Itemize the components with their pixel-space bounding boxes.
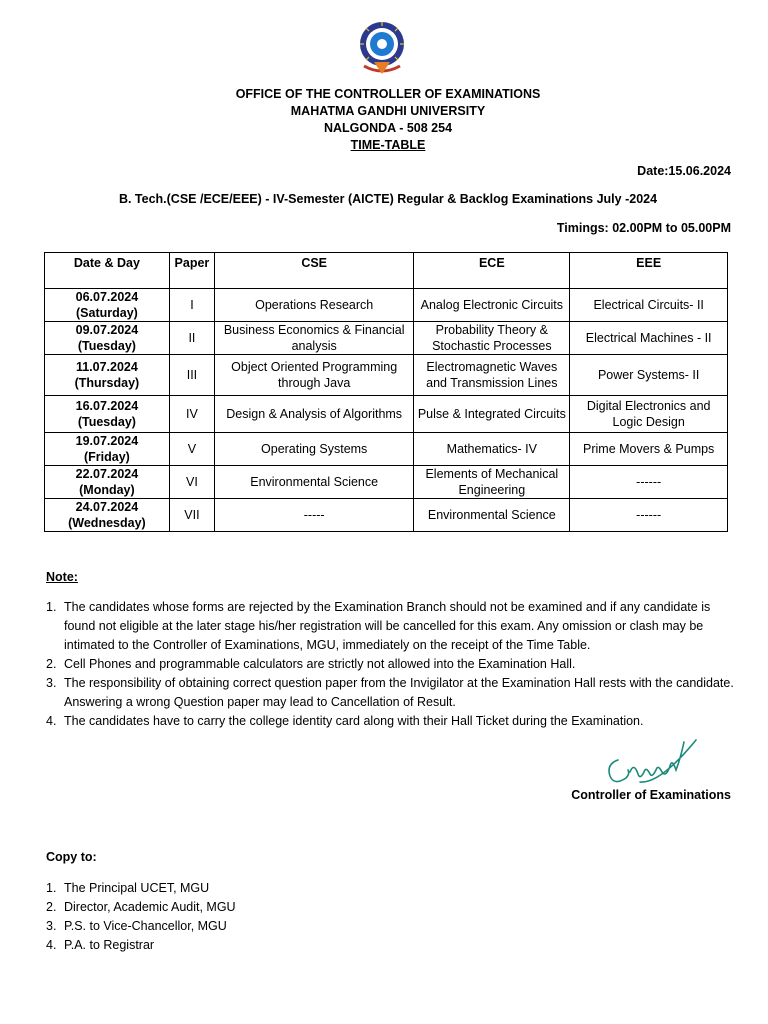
cse-cell: Operations Research — [215, 289, 414, 322]
eee-cell: ------ — [570, 466, 728, 499]
eee-cell: Digital Electronics and Logic Design — [570, 396, 728, 433]
exam-day: (Tuesday) — [77, 415, 136, 429]
timetable — [44, 252, 728, 532]
date-cell — [45, 322, 170, 355]
eee-cell: ------ — [570, 499, 728, 532]
ece-cell: Environmental Science — [414, 499, 570, 532]
eee-cell: Electrical Circuits- II — [570, 289, 728, 322]
exam-day: (Friday) — [83, 450, 130, 464]
cse-cell: ----- — [215, 499, 414, 532]
cse-cell: Environmental Science — [215, 466, 414, 499]
exam-date: 11.07.2024 — [75, 360, 138, 374]
list-number: 3. — [46, 676, 57, 690]
note-text: Cell Phones and programmable calculators are strictly not allowed into the Examination Hall. — [64, 657, 576, 671]
paper-cell: I — [169, 289, 214, 322]
issue-date: Date:15.06.2024 — [637, 164, 731, 178]
document-title: TIME-TABLE — [350, 138, 426, 152]
copy-recipient: P.S. to Vice-Chancellor, MGU — [64, 919, 227, 933]
table-row — [45, 289, 728, 322]
controller-signature — [600, 730, 710, 792]
copy-recipient: Director, Academic Audit, MGU — [64, 900, 236, 914]
note-text: The candidates have to carry the college identity card along with their Hall Ticket during the Examination. — [64, 714, 644, 728]
ece-cell: Analog Electronic Circuits — [414, 289, 570, 322]
eee-cell: Electrical Machines - II — [570, 322, 728, 355]
university-emblem-logo — [354, 18, 410, 78]
exam-date: 19.07.2024 — [75, 434, 139, 448]
university-address: NALGONDA - 508 254 — [323, 121, 453, 135]
date-cell — [45, 433, 170, 466]
col-header-paper: Paper — [169, 253, 214, 289]
ece-cell: Mathematics- IV — [414, 433, 570, 466]
exam-date: 09.07.2024 — [75, 323, 139, 337]
table-row — [45, 322, 728, 355]
col-header-cse: CSE — [215, 253, 414, 289]
exam-timings: Timings: 02.00PM to 05.00PM — [556, 221, 731, 235]
table-row — [45, 466, 728, 499]
exam-day: (Saturday) — [76, 306, 138, 320]
copy-to-heading: Copy to: — [46, 850, 97, 864]
document-header — [0, 86, 768, 154]
exam-date: 22.07.2024 — [75, 467, 139, 481]
col-header-date: Date & Day — [45, 253, 170, 289]
office-name: OFFICE OF THE CONTROLLER OF EXAMINATIONS — [235, 87, 541, 101]
copy-to-list — [46, 879, 236, 955]
note-heading: Note: — [46, 570, 78, 584]
list-item — [46, 674, 736, 712]
cse-cell: Object Oriented Programming through Java — [215, 355, 414, 396]
paper-cell: VII — [169, 499, 214, 532]
timetable-header-row — [45, 253, 728, 289]
table-row — [45, 355, 728, 396]
table-row — [45, 499, 728, 532]
ece-cell: Electromagnetic Waves and Transmission Lines — [414, 355, 570, 396]
ece-cell: Pulse & Integrated Circuits — [414, 396, 570, 433]
exam-day: (Thursday) — [74, 376, 140, 390]
col-header-ece: ECE — [414, 253, 570, 289]
table-row — [45, 433, 728, 466]
list-item — [46, 879, 236, 898]
paper-cell: II — [169, 322, 214, 355]
copy-recipient: The Principal UCET, MGU — [64, 881, 210, 895]
list-item — [46, 936, 236, 955]
list-number: 1. — [46, 600, 57, 614]
exam-day: (Wednesday) — [68, 516, 146, 530]
cse-cell: Business Economics & Financial analysis — [215, 322, 414, 355]
note-text: The candidates whose forms are rejected by the Examination Branch should not be examined and if any candidate is found not eligible at the later stage his/her registration will be cancelled for this exam. Any omission or clash may be intimated to the Controller of Examinations, MGU, immediately on the receipt of the Time Table. — [64, 600, 711, 652]
list-number: 3. — [46, 919, 57, 933]
paper-cell: III — [169, 355, 214, 396]
list-number: 4. — [46, 714, 57, 728]
notes-list — [46, 598, 736, 731]
col-header-eee: EEE — [570, 253, 728, 289]
list-item — [46, 917, 236, 936]
ece-cell: Probability Theory & Stochastic Processes — [414, 322, 570, 355]
list-item — [46, 898, 236, 917]
list-number: 2. — [46, 657, 57, 671]
date-cell — [45, 466, 170, 499]
list-item — [46, 598, 736, 655]
university-name: MAHATMA GANDHI UNIVERSITY — [290, 104, 486, 118]
cse-cell: Design & Analysis of Algorithms — [215, 396, 414, 433]
exam-day: (Monday) — [79, 483, 135, 497]
exam-day: (Tuesday) — [77, 339, 136, 353]
paper-cell: VI — [169, 466, 214, 499]
exam-date: 06.07.2024 — [75, 290, 139, 304]
note-text: The responsibility of obtaining correct question paper from the Invigilator at the Examination Hall rests with the candidate. Answering a wrong Question paper may lead to Cancellation of Result. — [64, 676, 734, 709]
copy-recipient: P.A. to Registrar — [64, 938, 155, 952]
exam-subject-line: B. Tech.(CSE /ECE/EEE) - IV-Semester (AICTE) Regular & Backlog Examinations July -2024 — [118, 192, 658, 206]
paper-cell: V — [169, 433, 214, 466]
controller-title: Controller of Examinations — [571, 788, 731, 802]
table-row — [45, 396, 728, 433]
date-cell — [45, 355, 170, 396]
exam-date: 24.07.2024 — [75, 500, 139, 514]
list-item — [46, 655, 736, 674]
list-number: 2. — [46, 900, 57, 914]
cse-cell: Operating Systems — [215, 433, 414, 466]
ece-cell: Elements of Mechanical Engineering — [414, 466, 570, 499]
date-cell — [45, 289, 170, 322]
eee-cell: Prime Movers & Pumps — [570, 433, 728, 466]
date-cell — [45, 499, 170, 532]
list-item — [46, 712, 736, 731]
date-cell — [45, 396, 170, 433]
paper-cell: IV — [169, 396, 214, 433]
list-number: 4. — [46, 938, 57, 952]
eee-cell: Power Systems- II — [570, 355, 728, 396]
list-number: 1. — [46, 881, 57, 895]
exam-date: 16.07.2024 — [75, 399, 139, 413]
